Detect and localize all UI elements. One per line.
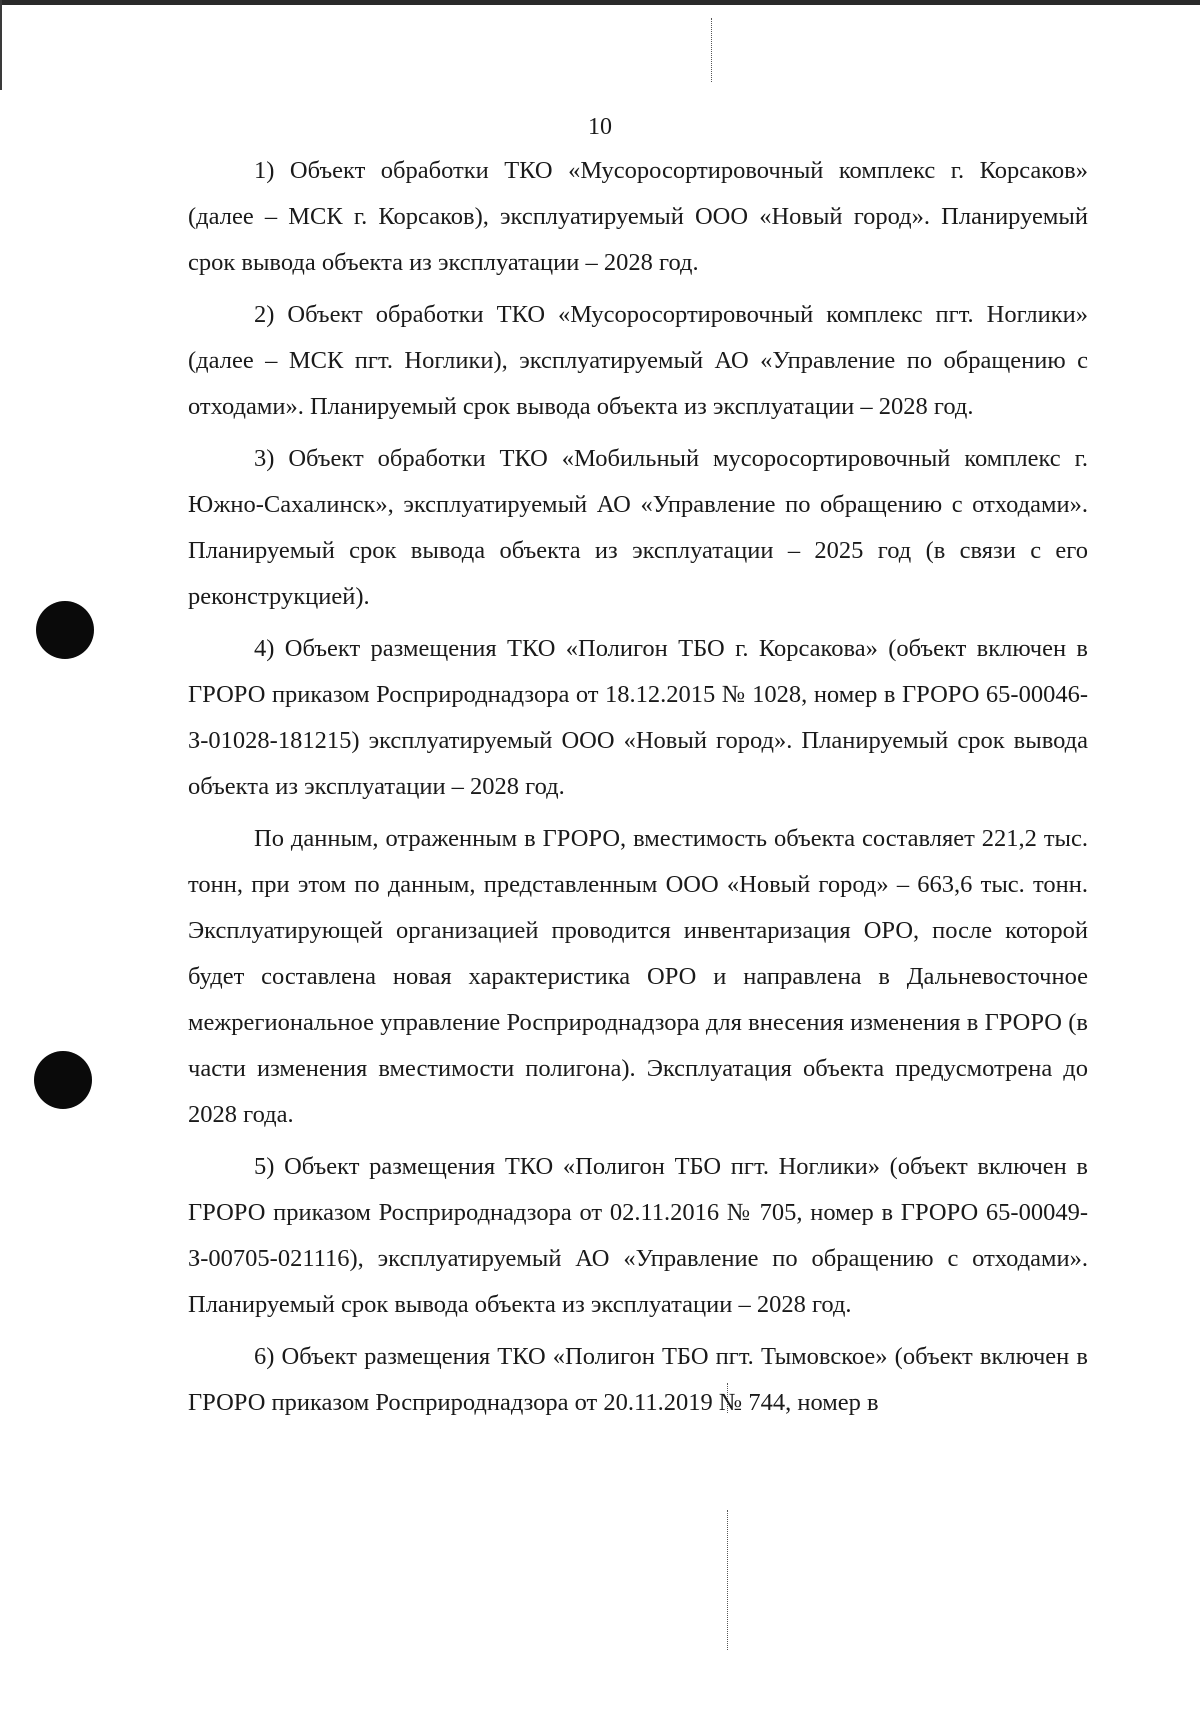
scan-left-edge [0,0,2,90]
fold-mark-top [711,18,713,82]
punch-hole-upper [36,601,94,659]
paragraph-item-5: 5) Объект размещения ТКО «Полигон ТБО пгт. Ноглики» (объект включен в ГРОРО приказом Росприроднадзора от 02.11.2016 № 705, номер в ГРОРО 65-00049-З-00705-021116), эксплуатируемый АО «Управление по обращению с отходами». Планируемый срок вывода объекта из эксплуатации – 2028 год. [188,1153,1088,1318]
document-body [188,148,1088,1426]
paragraph-item-2: 2) Объект обработки ТКО «Мусоросортировочный комплекс пгт. Ноглики» (далее – МСК пгт. Ноглики), эксплуатируемый АО «Управление по обращению с отходами». Планируемый срок вывода объекта из эксплуатации – 2028 год. [188,301,1088,420]
paragraph-item-1: 1) Объект обработки ТКО «Мусоросортировочный комплекс г. Корсаков» (далее – МСК г. Корсаков), эксплуатируемый ООО «Новый город». Планируемый срок вывода объекта из эксплуатации – 2028 год. [188,157,1088,276]
fold-mark-bottom [727,1510,729,1650]
paragraph-item-6: 6) Объект размещения ТКО «Полигон ТБО пгт. Тымовское» (объект включен в ГРОРО приказом Росприроднадзора от 20.11.2019 № 744, номер в [188,1343,1088,1416]
scan-top-edge [0,0,1200,5]
paragraph-item-3: 3) Объект обработки ТКО «Мобильный мусоросортировочный комплекс г. Южно-Сахалинск», эксплуатируемый АО «Управление по обращению с отходами». Планируемый срок вывода объекта из эксплуатации – 2025 год (в связи с его реконструкцией). [188,445,1088,610]
punch-hole-lower [34,1051,92,1109]
paragraph-capacity: По данным, отраженным в ГРОРО, вместимость объекта составляет 221,2 тыс. тонн, при этом по данным, представленным ООО «Новый город» – 663,6 тыс. тонн. Эксплуатирующей организацией проводится инвентаризация ОРО, после которой будет составлена новая характеристика ОРО и направлена в Дальневосточное межрегиональное управление Росприроднадзора для внесения изменения в ГРОРО (в части изменения вместимости полигона). Эксплуатация объекта предусмотрена до 2028 года. [188,825,1088,1128]
paragraph-item-4: 4) Объект размещения ТКО «Полигон ТБО г. Корсакова» (объект включен в ГРОРО приказом Росприроднадзора от 18.12.2015 № 1028, номер в ГРОРО 65-00046-З-01028-181215) эксплуатируемый ООО «Новый город». Планируемый срок вывода объекта из эксплуатации – 2028 год. [188,635,1088,800]
page-number: 10 [588,114,612,140]
